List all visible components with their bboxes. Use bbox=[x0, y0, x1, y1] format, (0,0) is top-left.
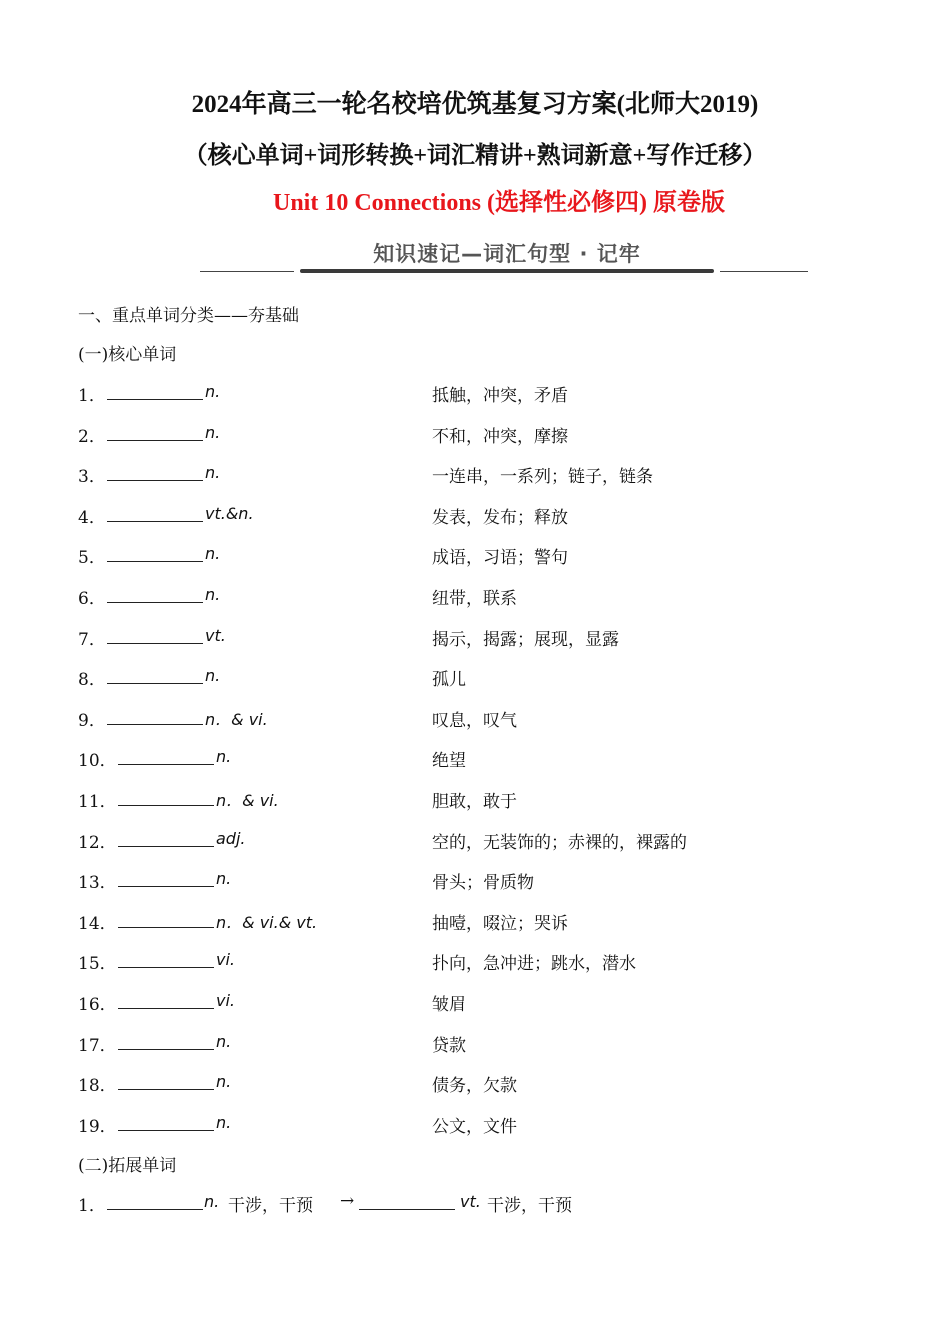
core-word-row bbox=[78, 584, 898, 610]
row-number: 7． bbox=[78, 630, 106, 650]
row-number: 6． bbox=[78, 589, 106, 609]
word-meaning: 纽带，联系 bbox=[432, 589, 517, 609]
row-number: 3． bbox=[78, 467, 106, 487]
part-of-speech: n. bbox=[205, 382, 221, 401]
answer-blank[interactable] bbox=[118, 1089, 214, 1090]
banner-divider-left bbox=[200, 271, 294, 272]
answer-blank[interactable] bbox=[107, 561, 203, 562]
core-word-row bbox=[78, 787, 898, 813]
section-banner bbox=[200, 236, 808, 278]
part-of-speech: n. bbox=[205, 585, 221, 604]
extended-words-heading: (二)拓展单词 bbox=[78, 1156, 177, 1176]
row-number: 1． bbox=[78, 386, 106, 406]
row-number: 16． bbox=[78, 995, 117, 1015]
banner-divider-right bbox=[720, 271, 808, 272]
answer-blank[interactable] bbox=[107, 602, 203, 603]
word-meaning: 揭示，揭露；展现，显露 bbox=[432, 630, 619, 650]
part-of-speech: n. bbox=[204, 1192, 220, 1211]
core-word-row bbox=[78, 625, 898, 651]
core-word-row bbox=[78, 746, 898, 772]
row-number: 12． bbox=[78, 833, 117, 853]
word-meaning: 债务，欠款 bbox=[432, 1076, 517, 1096]
answer-blank[interactable] bbox=[107, 1209, 203, 1210]
row-number: 9． bbox=[78, 711, 106, 731]
word-meaning: 叹息，叹气 bbox=[432, 711, 517, 731]
answer-blank[interactable] bbox=[118, 805, 214, 806]
part-of-speech: adj. bbox=[216, 829, 246, 848]
part-of-speech: vt.&n. bbox=[205, 504, 254, 523]
core-word-row bbox=[78, 381, 898, 407]
word-meaning: 抽噎，啜泣；哭诉 bbox=[432, 914, 568, 934]
row-number: 19． bbox=[78, 1117, 117, 1137]
part-of-speech: n．& vi. bbox=[205, 710, 268, 729]
core-word-row bbox=[78, 990, 898, 1016]
word-meaning: 空的，无装饰的；赤裸的，裸露的 bbox=[432, 833, 687, 853]
part-of-speech: n．& vi.& vt. bbox=[216, 913, 318, 932]
extended-word-row bbox=[78, 1191, 898, 1217]
word-meaning: 孤儿 bbox=[432, 670, 466, 690]
word-meaning: 皱眉 bbox=[432, 995, 466, 1015]
banner-underline bbox=[300, 269, 714, 273]
answer-blank[interactable] bbox=[107, 480, 203, 481]
answer-blank[interactable] bbox=[118, 846, 214, 847]
word-meaning: 发表，发布；释放 bbox=[432, 508, 568, 528]
core-word-row bbox=[78, 543, 898, 569]
part-of-speech: n. bbox=[205, 666, 221, 685]
part-of-speech: n. bbox=[205, 463, 221, 482]
answer-blank[interactable] bbox=[118, 1049, 214, 1050]
part-of-speech: vi. bbox=[216, 991, 235, 1010]
answer-blank[interactable] bbox=[107, 643, 203, 644]
part-of-speech: vt. bbox=[205, 626, 226, 645]
row-number: 5． bbox=[78, 548, 106, 568]
row-number: 18． bbox=[78, 1076, 117, 1096]
core-word-row bbox=[78, 1071, 898, 1097]
core-word-row bbox=[78, 1112, 898, 1138]
part-of-speech: n. bbox=[216, 1032, 232, 1051]
word-meaning: 公文，文件 bbox=[432, 1117, 517, 1137]
row-number: 13． bbox=[78, 873, 117, 893]
core-word-row bbox=[78, 503, 898, 529]
answer-blank[interactable] bbox=[107, 724, 203, 725]
word-meaning: 绝望 bbox=[432, 751, 466, 771]
word-meaning: 干涉，干预 bbox=[228, 1196, 313, 1216]
answer-blank[interactable] bbox=[118, 764, 214, 765]
answer-blank[interactable] bbox=[118, 1130, 214, 1131]
core-word-row bbox=[78, 868, 898, 894]
core-words-heading: (一)核心单词 bbox=[78, 345, 177, 365]
part-of-speech: n. bbox=[216, 747, 232, 766]
arrow-icon: → bbox=[340, 1191, 355, 1211]
word-meaning: 胆敢，敢于 bbox=[432, 792, 517, 812]
core-word-row bbox=[78, 949, 898, 975]
answer-blank[interactable] bbox=[107, 683, 203, 684]
part-of-speech: n. bbox=[216, 1113, 232, 1132]
answer-blank[interactable] bbox=[107, 521, 203, 522]
word-meaning: 成语，习语；警句 bbox=[432, 548, 568, 568]
row-number: 1． bbox=[78, 1196, 106, 1216]
banner-text: 知识速记—词汇句型 · 记牢 bbox=[373, 242, 641, 266]
row-number: 10． bbox=[78, 751, 117, 771]
part-of-speech: vi. bbox=[216, 950, 235, 969]
core-word-row bbox=[78, 462, 898, 488]
answer-blank[interactable] bbox=[107, 440, 203, 441]
row-number: 4． bbox=[78, 508, 106, 528]
core-word-row bbox=[78, 828, 898, 854]
word-meaning: 骨头；骨质物 bbox=[432, 873, 534, 893]
part-of-speech: n. bbox=[205, 544, 221, 563]
answer-blank[interactable] bbox=[359, 1209, 455, 1210]
core-word-row bbox=[78, 909, 898, 935]
word-meaning: 扑向，急冲进；跳水，潜水 bbox=[432, 954, 636, 974]
part-of-speech: n. bbox=[216, 1072, 232, 1091]
part-of-speech: n. bbox=[216, 869, 232, 888]
part-of-speech: n. bbox=[205, 423, 221, 442]
row-number: 11． bbox=[78, 792, 117, 812]
section-heading: 一、重点单词分类——夯基础 bbox=[78, 306, 299, 326]
answer-blank[interactable] bbox=[118, 1008, 214, 1009]
word-meaning: 一连串，一系列；链子，链条 bbox=[432, 467, 653, 487]
answer-blank[interactable] bbox=[118, 967, 214, 968]
word-meaning: 抵触，冲突，矛盾 bbox=[432, 386, 568, 406]
answer-blank[interactable] bbox=[107, 399, 203, 400]
unit-title: Unit 10 Connections (选择性必修四) 原卷版 bbox=[272, 190, 725, 216]
part-of-speech: vt. bbox=[460, 1192, 481, 1211]
core-word-row bbox=[78, 422, 898, 448]
core-word-row bbox=[78, 665, 898, 691]
document-subtitle: （核心单词+词形转换+词汇精讲+熟词新意+写作迁移） bbox=[183, 143, 767, 169]
word-meaning: 干涉，干预 bbox=[487, 1196, 572, 1216]
core-word-row bbox=[78, 1031, 898, 1057]
answer-blank[interactable] bbox=[118, 886, 214, 887]
answer-blank[interactable] bbox=[118, 927, 214, 928]
row-number: 8． bbox=[78, 670, 106, 690]
word-meaning: 贷款 bbox=[432, 1036, 466, 1056]
row-number: 15． bbox=[78, 954, 117, 974]
word-meaning: 不和，冲突，摩擦 bbox=[432, 427, 568, 447]
document-title: 2024年高三一轮名校培优筑基复习方案(北师大2019) bbox=[191, 91, 759, 118]
row-number: 2． bbox=[78, 427, 106, 447]
part-of-speech: n．& vi. bbox=[216, 791, 279, 810]
row-number: 14． bbox=[78, 914, 117, 934]
core-word-row bbox=[78, 706, 898, 732]
row-number: 17． bbox=[78, 1036, 117, 1056]
